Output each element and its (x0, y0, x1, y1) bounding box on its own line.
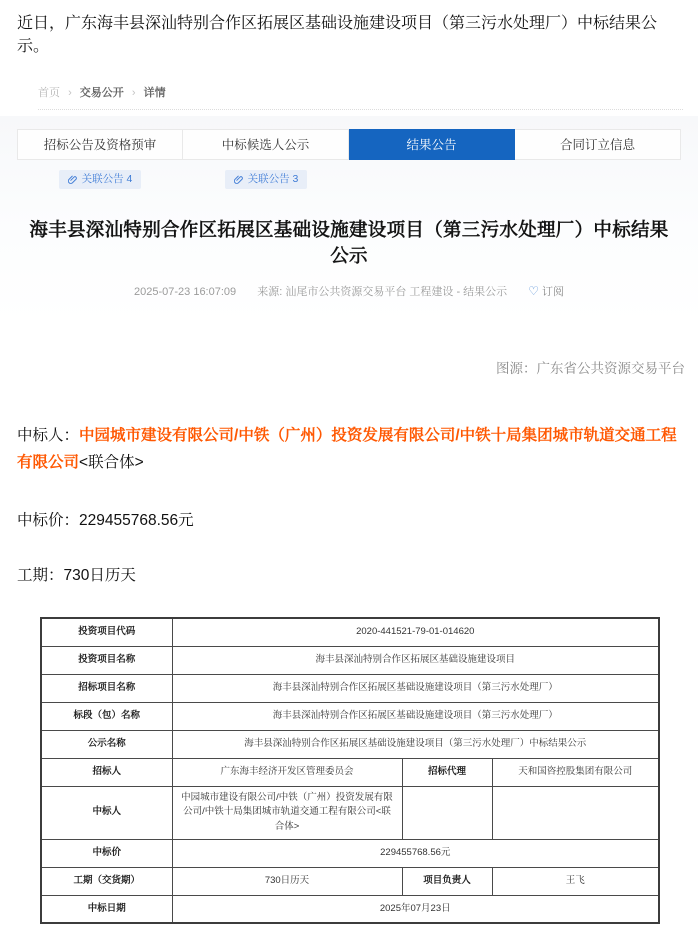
table-row (41, 618, 659, 646)
breadcrumb-section[interactable]: 交易公开 (79, 87, 124, 100)
tab-candidate-publicity[interactable]: 中标候选人公示 (183, 129, 349, 160)
subscribe-button[interactable] (528, 283, 564, 298)
row-empty-cell (402, 786, 492, 839)
row-label: 中标人 (41, 786, 172, 839)
paperclip-icon (234, 175, 244, 185)
related-announcement-badge-2[interactable] (225, 170, 308, 189)
related-announcement-label: 关联公告 3 (247, 173, 299, 186)
announcement-panel (0, 116, 698, 323)
row-label: 中标日期 (41, 895, 172, 923)
row-value: 海丰县深汕特别合作区拓展区基础设施建设项目（第三污水处理厂） (172, 674, 659, 702)
winner-companies: 中园城市建设有限公司/中铁（广州）投资发展有限公司/中铁十局集团城市轨道交通工程有限公司 (17, 426, 677, 472)
bid-detail-table (40, 617, 660, 924)
summary-block (0, 422, 698, 585)
related-announcements-row (17, 170, 681, 189)
price-label: 中标价： (17, 512, 80, 530)
intro-text: 近日，广东海丰县深汕特别合作区拓展区基础设施建设项目（第三污水处理厂）中标结果公示。 (17, 15, 658, 56)
row-value: 广东海丰经济开发区管理委员会 (172, 758, 402, 786)
row-value: 海丰县深汕特别合作区拓展区基础设施建设项目（第三污水处理厂）中标结果公示 (172, 730, 659, 758)
table-row (41, 702, 659, 730)
breadcrumb (38, 84, 683, 110)
row-value: 王飞 (492, 867, 659, 895)
winner-suffix: <联合体> (79, 454, 144, 472)
table-row (41, 730, 659, 758)
row-value: 中园城市建设有限公司/中铁（广州）投资发展有限公司/中铁十局集团城市轨道交通工程有限公司<联合体> (172, 786, 402, 839)
row-label: 投资项目名称 (41, 646, 172, 674)
row-label: 工期（交货期） (41, 867, 172, 895)
subscribe-label: 订阅 (542, 285, 564, 298)
table-row (41, 867, 659, 895)
duration-label: 工期： (17, 567, 64, 585)
paperclip-icon (68, 175, 78, 185)
winner-label: 中标人： (17, 426, 80, 444)
row-label: 项目负责人 (402, 867, 492, 895)
duration-line (17, 563, 681, 585)
row-label: 标段（包）名称 (41, 702, 172, 730)
tab-bidding-notice[interactable]: 招标公告及资格预审 (17, 129, 183, 160)
tab-contract-info[interactable]: 合同订立信息 (515, 129, 681, 160)
row-label: 投资项目代码 (41, 618, 172, 646)
row-value: 天和国咨控股集团有限公司 (492, 758, 659, 786)
table-row (41, 839, 659, 867)
table-row (41, 786, 659, 839)
page-title: 海丰县深汕特别合作区拓展区基础设施建设项目（第三污水处理厂）中标结果公示 (29, 218, 669, 266)
tab-result-announcement[interactable]: 结果公告 (349, 129, 515, 160)
table-row (41, 674, 659, 702)
row-value: 海丰县深汕特别合作区拓展区基础设施建设项目（第三污水处理厂） (172, 702, 659, 730)
table-row (41, 758, 659, 786)
image-source-caption: 图源：广东省公共资源交易平台 (496, 360, 685, 376)
publish-datetime: 2025-07-23 16:07:09 (134, 285, 237, 298)
row-value: 2020-441521-79-01-014620 (172, 618, 659, 646)
duration-value: 730日历天 (63, 567, 136, 585)
row-value: 2025年07月23日 (172, 895, 659, 923)
related-announcement-label: 关联公告 4 (81, 173, 133, 186)
related-announcement-badge-1[interactable] (59, 170, 142, 189)
breadcrumb-current: 详情 (143, 87, 166, 100)
row-label: 中标价 (41, 839, 172, 867)
tab-bar (17, 129, 681, 160)
table-row (41, 646, 659, 674)
table-row (41, 895, 659, 923)
row-label: 招标项目名称 (41, 674, 172, 702)
article-source: 来源: 汕尾市公共资源交易平台 工程建设 - 结果公示 (257, 285, 508, 298)
row-label: 公示名称 (41, 730, 172, 758)
breadcrumb-separator-icon: › (68, 87, 72, 100)
breadcrumb-separator-icon: › (131, 87, 136, 100)
heart-icon: ♡ (528, 283, 539, 298)
detail-table-wrap (40, 617, 658, 924)
price-line (17, 508, 681, 530)
winner-line (17, 422, 681, 477)
row-value: 730日历天 (172, 867, 402, 895)
row-value: 海丰县深汕特别合作区拓展区基础设施建设项目 (172, 646, 659, 674)
row-label: 招标代理 (402, 758, 492, 786)
price-value: 229455768.56元 (79, 512, 194, 530)
row-label: 招标人 (41, 758, 172, 786)
breadcrumb-home[interactable]: 首页 (38, 87, 60, 100)
row-value: 229455768.56元 (172, 839, 659, 867)
article-meta (17, 283, 681, 313)
row-empty-cell (492, 786, 659, 839)
